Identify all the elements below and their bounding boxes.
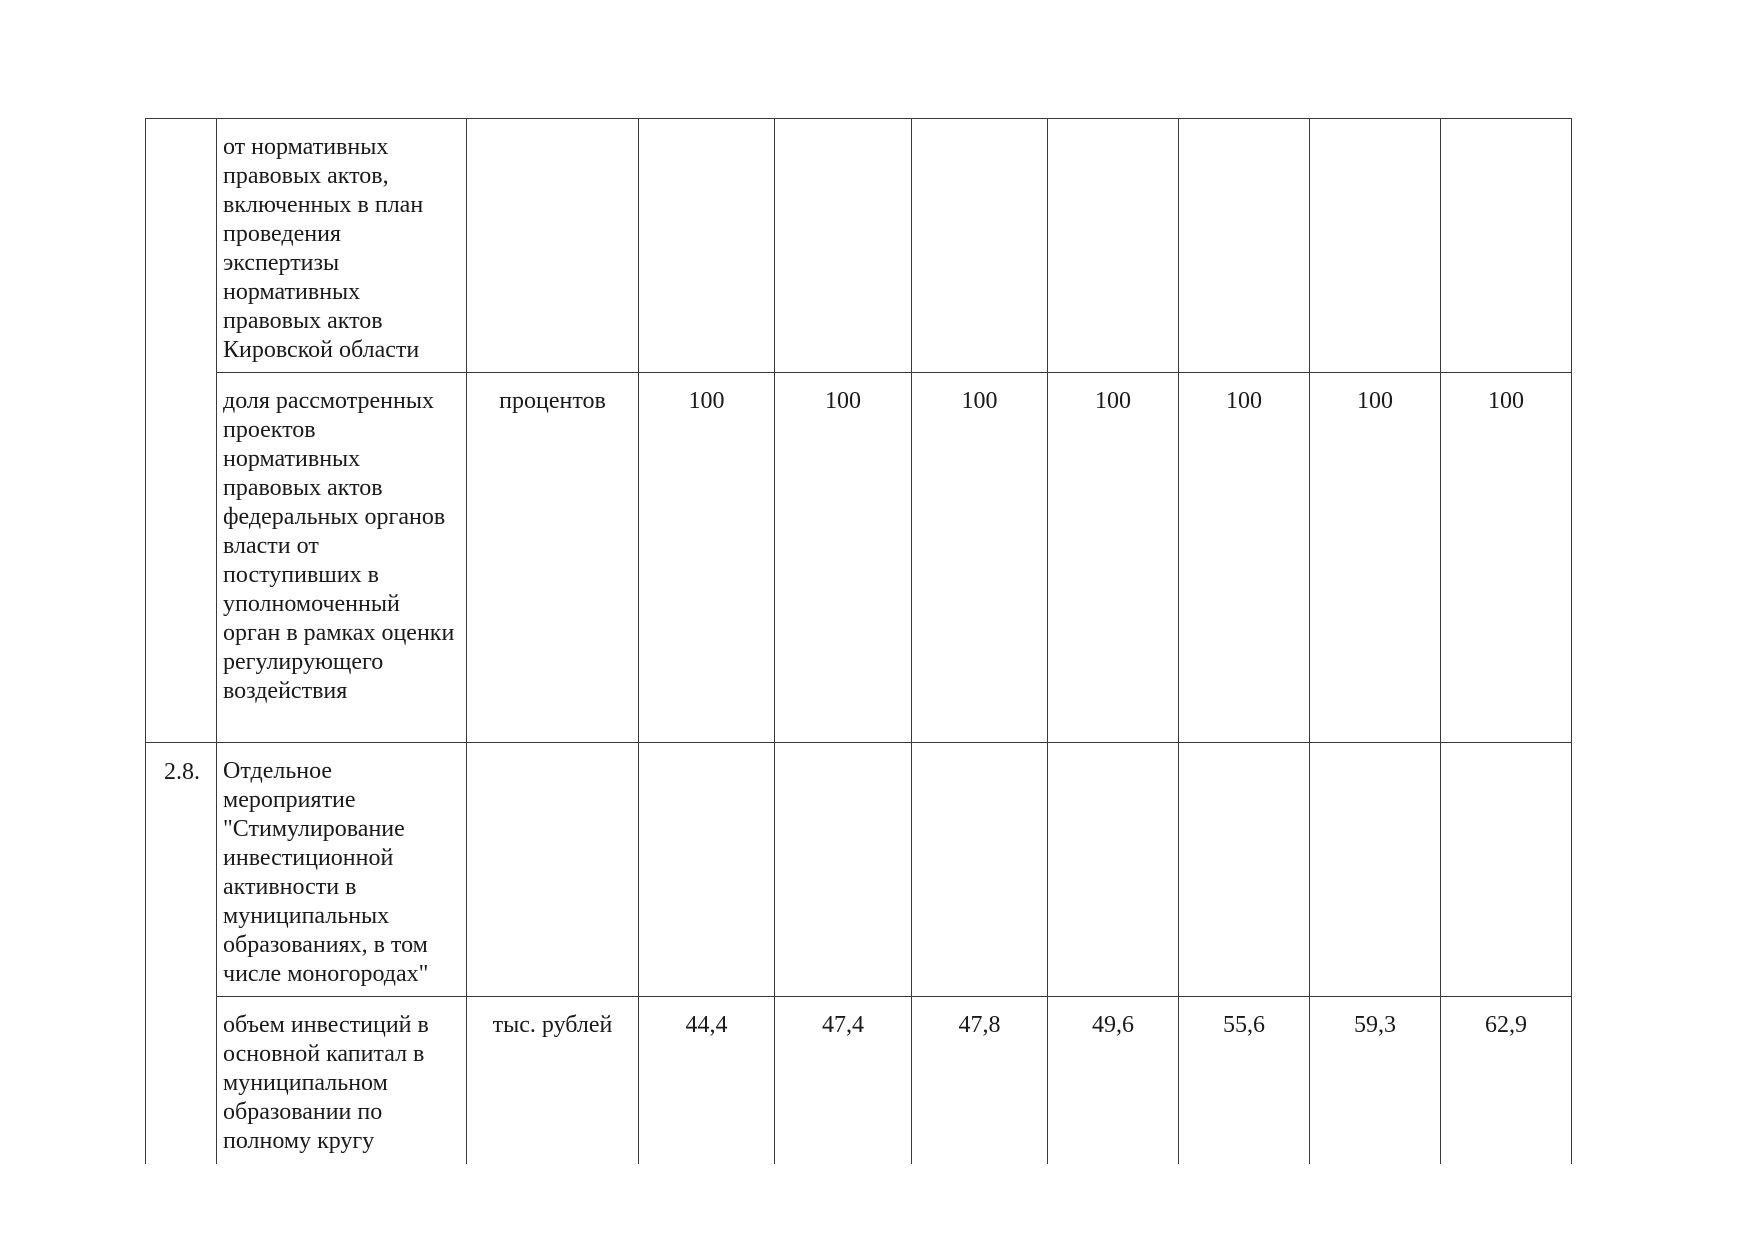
indicator-name: доля рассмотренных проектов нормативных правовых актов федеральных органов власти от поступивших в уполномоченный орган в рамках оценки регулирующего воздействия: [223, 388, 455, 704]
value: 100: [1095, 388, 1131, 414]
value: 59,3: [1354, 1012, 1396, 1038]
value: 55,6: [1223, 1012, 1265, 1038]
value-cell: [912, 743, 1048, 997]
value-cell: [639, 373, 775, 743]
unit-cell: [467, 743, 639, 997]
indicator-name-cell: [217, 373, 467, 743]
value-cell: [1048, 997, 1179, 1164]
indicator-name: объем инвестиций в основной капитал в муниципальном образовании по полному кругу: [223, 1012, 429, 1154]
value: 49,6: [1092, 1012, 1134, 1038]
unit-value: процентов: [499, 388, 606, 414]
table-row: [146, 373, 1572, 743]
table-row: [146, 119, 1572, 373]
value: 62,9: [1485, 1012, 1527, 1038]
table-row: [146, 743, 1572, 997]
indicators-table: [145, 118, 1572, 1164]
value-cell: [1441, 373, 1572, 743]
value: 100: [825, 388, 861, 414]
value-cell: [1048, 119, 1179, 373]
value: 100: [1226, 388, 1262, 414]
value-cell: [639, 743, 775, 997]
value: 47,4: [822, 1012, 864, 1038]
value: 44,4: [685, 1012, 728, 1038]
value-cell: [1441, 997, 1572, 1164]
indicator-name-cell: [217, 119, 467, 373]
indicator-name-cell: [217, 997, 467, 1164]
unit-cell: [467, 119, 639, 373]
value-cell: [1048, 743, 1179, 997]
row-number-cell: [146, 743, 217, 1164]
value-cell: [1048, 373, 1179, 743]
value-cell: [1441, 743, 1572, 997]
value-cell: [912, 373, 1048, 743]
value: 100: [1488, 388, 1524, 414]
indicator-name-cell: [217, 743, 467, 997]
value-cell: [1179, 997, 1310, 1164]
value-cell: [912, 997, 1048, 1164]
row-number: 2.8.: [164, 759, 200, 785]
value: 100: [688, 388, 725, 414]
value-cell: [775, 743, 912, 997]
value-cell: [639, 997, 775, 1164]
indicator-name: Отдельное мероприятие "Стимулирование инвестиционной активности в муниципальных образованиях, в том числе моногородах": [223, 758, 429, 987]
value-cell: [639, 119, 775, 373]
value: 100: [1357, 388, 1393, 414]
value-cell: [912, 119, 1048, 373]
row-number-cell: [146, 119, 217, 743]
value-cell: [775, 373, 912, 743]
value-cell: [1310, 119, 1441, 373]
unit-value: тыс. рублей: [492, 1012, 613, 1038]
value-cell: [1310, 997, 1441, 1164]
value-cell: [775, 119, 912, 373]
value-cell: [1179, 119, 1310, 373]
indicator-name: от нормативных правовых актов, включенных в план проведения экспертизы нормативных правовых актов Кировской области: [223, 134, 424, 363]
value-cell: [1179, 373, 1310, 743]
value: 47,8: [958, 1012, 1001, 1038]
value-cell: [1310, 743, 1441, 997]
value-cell: [1310, 373, 1441, 743]
value-cell: [775, 997, 912, 1164]
value: 100: [961, 388, 998, 414]
unit-cell: [467, 997, 639, 1164]
table-row: [146, 997, 1572, 1164]
value-cell: [1441, 119, 1572, 373]
value-cell: [1179, 743, 1310, 997]
unit-cell: [467, 373, 639, 743]
